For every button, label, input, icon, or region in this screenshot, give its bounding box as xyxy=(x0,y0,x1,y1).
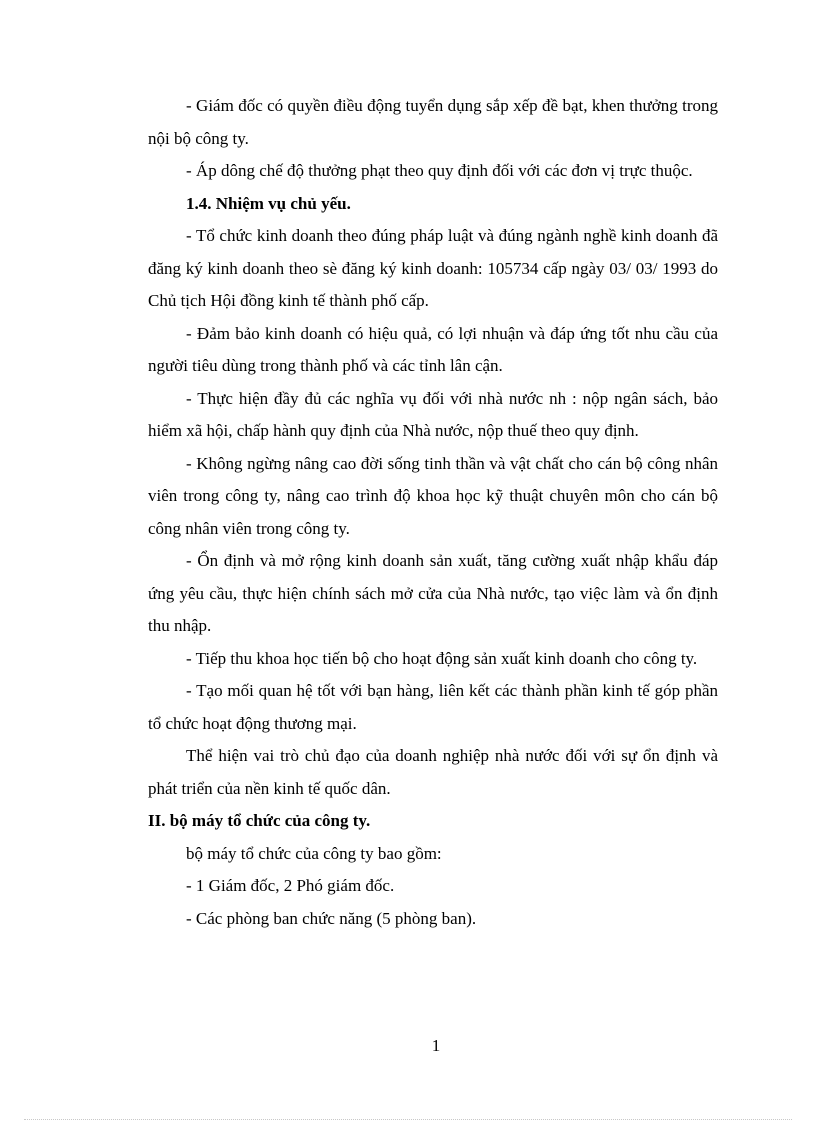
paragraph-stability-expansion: - Ổn định và mở rộng kinh doanh sản xuất, tăng cường xuất nhập khẩu đáp ứng yêu cầu, thực hiện chính sách mở cửa của Nhà nước, tạo việc làm và ổn định thu nhập. xyxy=(148,551,718,635)
list-item-directors: - 1 Giám đốc, 2 Phó giám đốc. xyxy=(186,876,395,895)
paragraph-partner-relations: - Tạo mối quan hệ tốt với bạn hàng, liên kết các thành phần kinh tế góp phần tổ chức hoạt động thương mại. xyxy=(148,681,718,733)
paragraph-efficiency: - Đảm bảo kinh doanh có hiệu quả, có lợi nhuận và đáp ứng tốt nhu cầu của người tiêu dùng trong thành phố và các tỉnh lân cận. xyxy=(148,323,718,375)
paragraph-organization-intro: bộ máy tổ chức của công ty bao gồm: xyxy=(186,843,442,863)
paragraph-science-progress: - Tiếp thu khoa học tiến bộ cho hoạt động sản xuất kinh doanh cho công ty. xyxy=(186,648,698,668)
document-body xyxy=(148,90,718,935)
paragraph-business-organization: - Tổ chức kinh doanh theo đúng pháp luật và đúng ngành nghề kinh doanh đã đăng ký kinh doanh theo sè đăng ký kinh doanh: 105734 cấp ngày 03/ 03/ 1993 do Chủ tịch Hội đồng kinh tế thành phố cấp. xyxy=(148,226,718,310)
list-item-departments: - Các phòng ban chức năng (5 phòng ban). xyxy=(186,908,477,928)
paragraph-staff-welfare: - Không ngừng nâng cao đời sống tinh thần và vật chất cho cán bộ công nhân viên trong công ty, nâng cao trình độ khoa học kỹ thuật chuyên môn cho cán bộ công nhân viên trong công ty. xyxy=(148,453,718,538)
paragraph-reward-penalty: - Áp dông chế độ thưởng phạt theo quy định đối với các đơn vị trực thuộc. xyxy=(186,161,693,180)
paragraph-leading-role: Thể hiện vai trò chủ đạo của doanh nghiệp nhà nước đối với sự ổn định và phát triển của nền kinh tế quốc dân. xyxy=(148,746,718,798)
paragraph-state-obligations: - Thực hiện đầy đủ các nghĩa vụ đối với nhà nước nh : nộp ngân sách, bảo hiểm xã hội, chấp hành quy định của Nhà nước, nộp thuế theo quy định. xyxy=(148,388,718,440)
section-heading-main-tasks: 1.4. Nhiệm vụ chủ yếu. xyxy=(186,193,351,213)
page-number: 1 xyxy=(431,1036,441,1055)
paragraph-director-authority: - Giám đốc có quyền điều động tuyển dụng sắp xếp đề bạt, khen thưởng trong nội bộ công ty. xyxy=(148,96,718,148)
page-bottom-divider xyxy=(24,1119,792,1120)
section-heading-organization: II. bộ máy tổ chức của công ty. xyxy=(148,811,371,830)
